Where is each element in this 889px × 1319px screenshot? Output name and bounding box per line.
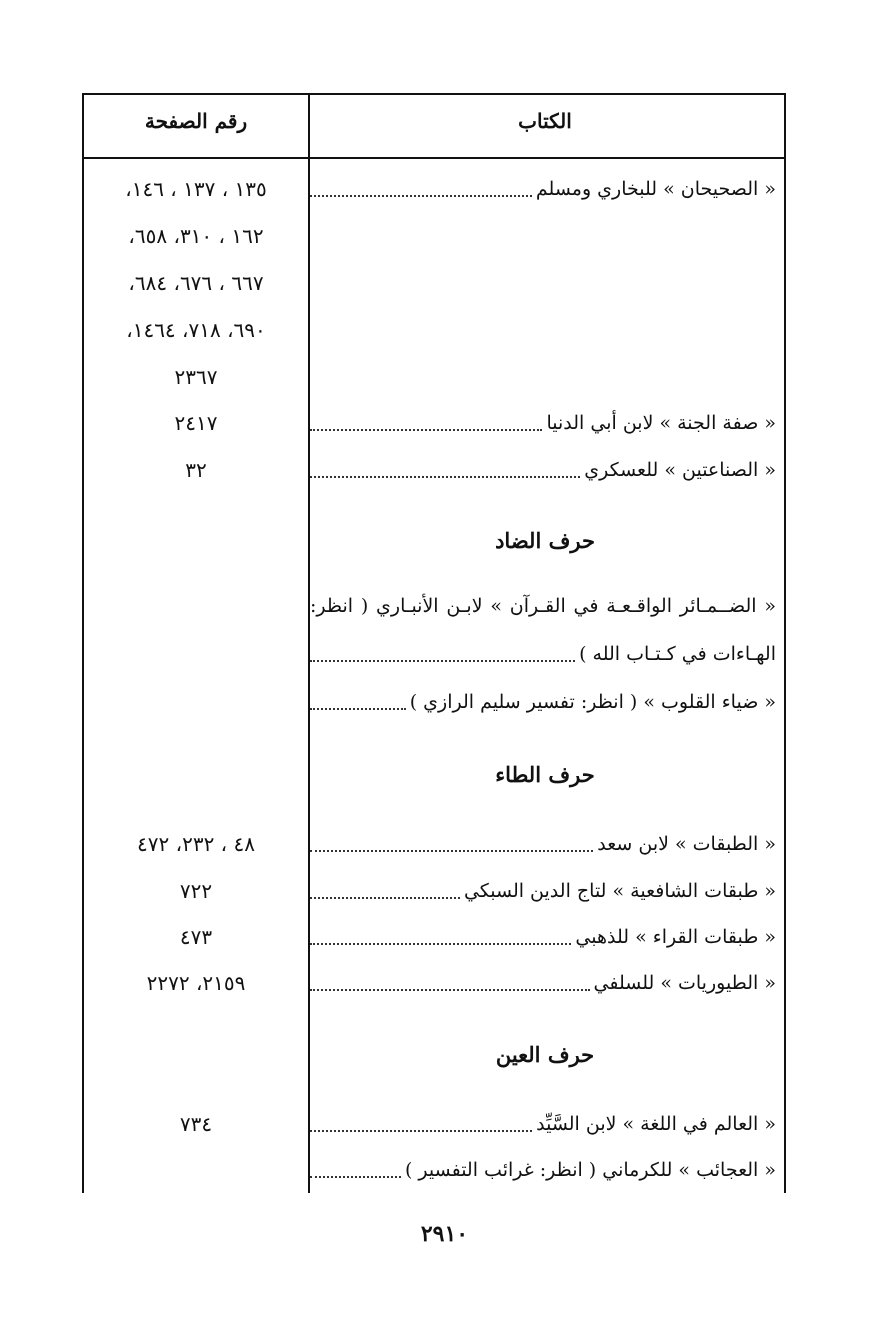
book-title-continued: الهـاءات في كـتـاب الله ) (310, 634, 776, 674)
header-page-number: رقم الصفحة (144, 109, 248, 133)
table-row (84, 1104, 784, 1144)
page-refs: ١٣٥ ، ١٣٧ ، ١٤٦، (125, 177, 267, 201)
table-row (84, 310, 784, 350)
table-row (84, 169, 784, 209)
book-title: « ضياء القلوب » ( انظر: تفسير سليم الرازي ) (310, 682, 776, 722)
index-table (82, 93, 786, 1193)
book-title: « العجائب » للكرماني ( انظر: غرائب التفسير ) (310, 1150, 776, 1190)
page-refs: ٧٢٢ (179, 879, 213, 903)
book-title: « الطبقات » لابن سعد (310, 824, 776, 864)
page-refs: ٣٢ (185, 458, 207, 482)
table-row (84, 917, 784, 957)
page-refs: ٧٣٤ (179, 1112, 213, 1136)
page-refs: ٢٤١٧ (174, 411, 218, 435)
header-book: الكتاب (518, 109, 572, 133)
table-row (84, 871, 784, 911)
table-row (84, 450, 784, 490)
book-title: « الضــمـائر الواقـعـة في القـرآن » لابـن الأنبـاري ( انظر: (310, 595, 776, 617)
table-row (84, 963, 784, 1003)
page-refs: ٤٧٣ (179, 925, 213, 949)
page-refs: ٢١٥٩، ٢٢٧٢ (146, 971, 246, 995)
book-title: « العالم في اللغة » لابن السَّيِّد (310, 1104, 776, 1144)
table-row (84, 263, 784, 303)
book-title: « الطيوريات » للسلفي (310, 963, 776, 1003)
book-title: « الصناعتين » للعسكري (310, 450, 776, 490)
page-refs: ٦٦٧ ، ٦٧٦، ٦٨٤، (128, 271, 264, 295)
book-title: « طبقات القراء » للذهبي (310, 917, 776, 957)
table-row (84, 216, 784, 256)
section-heading: حرف الضاد (495, 528, 595, 553)
book-title: « الصحيحان » للبخاري ومسلم (310, 169, 776, 209)
page-refs: ٢٣٦٧ (174, 365, 218, 389)
book-title: « صفة الجنة » لابن أبي الدنيا (310, 403, 776, 443)
table-row (84, 403, 784, 443)
header-divider (84, 157, 784, 159)
table-row (84, 634, 784, 674)
table-row (84, 682, 784, 722)
page-number: ٢٩١٠ (420, 1221, 469, 1247)
page-refs: ٤٨ ، ٢٣٢، ٤٧٢ (137, 832, 255, 856)
section-heading: حرف الطاء (495, 762, 595, 787)
book-title: « طبقات الشافعية » لتاج الدين السبكي (310, 871, 776, 911)
page-refs: ٦٩٠، ٧١٨، ١٤٦٤، (126, 318, 266, 342)
table-row (84, 824, 784, 864)
section-heading: حرف العين (495, 1042, 595, 1067)
table-row (84, 1150, 784, 1190)
page-refs: ١٦٢ ، ٣١٠، ٦٥٨، (128, 224, 264, 248)
table-row (84, 357, 784, 397)
